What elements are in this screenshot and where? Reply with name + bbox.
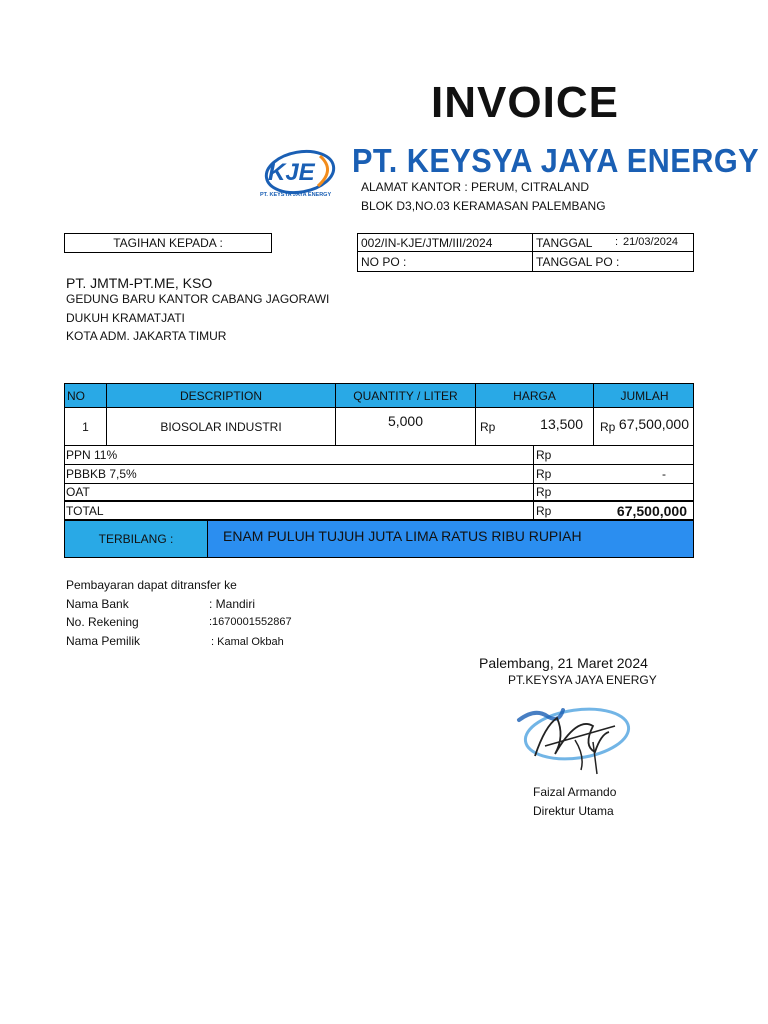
ppn-label: PPN 11%	[65, 446, 534, 464]
payment-intro: Pembayaran dapat ditransfer ke	[66, 578, 237, 592]
invoice-date-value: 21/03/2024	[623, 236, 679, 248]
item-amount-currency: Rp	[600, 420, 616, 434]
total-currency: Rp	[536, 503, 552, 518]
item-amount: 67,500,000	[618, 416, 689, 432]
item-amount-cell	[594, 408, 695, 445]
bill-to-label: TAGIHAN KEPADA :	[113, 236, 223, 250]
item-quantity: 5,000	[336, 408, 476, 445]
invoice-date-label: TANGGAL	[536, 236, 593, 250]
account-value: :1670001552867	[209, 616, 292, 628]
item-price-cell	[476, 408, 594, 445]
customer-address-line3: KOTA ADM. JAKARTA TIMUR	[66, 329, 227, 343]
header-description: DESCRIPTION	[107, 384, 336, 407]
bank-label: Nama Bank	[66, 597, 129, 611]
pbbkb-label: PBBKB 7,5%	[65, 465, 534, 483]
header-price: HARGA	[476, 384, 594, 407]
header-quantity: QUANTITY / LITER	[336, 384, 476, 407]
item-price-currency: Rp	[480, 420, 496, 434]
total-label: TOTAL	[65, 502, 534, 519]
logo-subtext: PT. KEYSYA JAYA ENERGY	[260, 192, 332, 198]
company-address-line2: BLOK D3,NO.03 KERAMASAN PALEMBANG	[361, 199, 606, 213]
oat-label: OAT	[65, 484, 534, 500]
logo-text: KJE	[268, 159, 315, 186]
item-price: 13,500	[540, 416, 583, 432]
terbilang-row	[64, 520, 694, 558]
table-row	[64, 408, 694, 446]
table-row-oat	[64, 484, 694, 502]
item-no: 1	[65, 408, 107, 445]
header-no: NO	[65, 384, 107, 407]
signature-company: PT.KEYSYA JAYA ENERGY	[508, 673, 657, 687]
header-amount: JUMLAH	[620, 388, 669, 403]
customer-name: PT. JMTM-PT.ME, KSO	[66, 275, 213, 291]
bill-to-label-box	[64, 233, 272, 253]
account-label: No. Rekening	[66, 615, 139, 629]
company-logo	[258, 146, 338, 202]
owner-value: : Kamal Okbah	[211, 636, 284, 648]
bank-value: : Mandiri	[209, 597, 256, 611]
table-row-ppn	[64, 446, 694, 465]
pbbkb-currency: Rp	[536, 467, 552, 481]
table-row-pbbkb	[64, 465, 694, 484]
signature-place-date: Palembang, 21 Maret 2024	[479, 655, 648, 671]
company-name: PT. KEYSYA JAYA ENERGY	[352, 142, 760, 179]
pbbkb-value: -	[662, 467, 666, 481]
signatory-name: Faizal Armando	[533, 785, 617, 799]
owner-label: Nama Pemilik	[66, 634, 141, 648]
invoice-number: 002/IN-KJE/JTM/III/2024	[358, 234, 533, 252]
signatory-position: Direktur Utama	[533, 804, 614, 818]
signature-stamp-icon	[505, 696, 635, 776]
company-address-line1: ALAMAT KANTOR : PERUM, CITRALAND	[361, 180, 590, 194]
customer-address-line1: GEDUNG BARU KANTOR CABANG JAGORAWI	[66, 292, 330, 306]
ppn-currency: Rp	[536, 448, 552, 462]
table-header-row	[64, 383, 694, 408]
invoice-date-cell	[533, 234, 693, 252]
invoice-info-box	[357, 233, 694, 272]
po-number-label: NO PO :	[358, 252, 533, 271]
oat-currency: Rp	[536, 485, 552, 499]
item-description: BIOSOLAR INDUSTRI	[107, 408, 336, 445]
terbilang-label: TERBILANG :	[65, 521, 208, 557]
table-row-total	[64, 502, 694, 520]
terbilang-value: ENAM PULUH TUJUH JUTA LIMA RATUS RIBU RUPIAH	[208, 521, 693, 557]
invoice-title: INVOICE	[431, 78, 619, 127]
total-value: 67,500,000	[616, 502, 687, 519]
invoice-date-sep: :	[615, 236, 619, 248]
customer-address-line2: DUKUH KRAMATJATI	[66, 311, 185, 325]
po-date-label: TANGGAL PO :	[536, 255, 620, 269]
